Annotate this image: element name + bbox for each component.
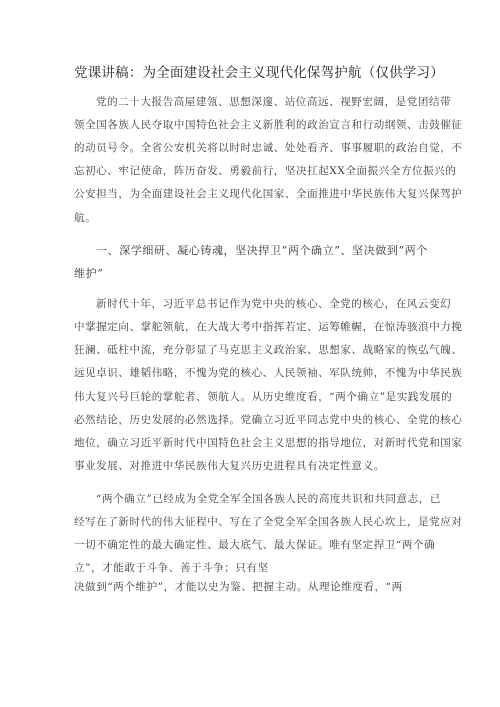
- paragraph-line: 事业发展、对推进中华民族伟大复兴历史进程具有决定性意义。: [74, 460, 385, 472]
- paragraph-line: 决做到“两个维护”，才能以史为鉴、把握主动。从理论维度看，“两: [74, 581, 403, 593]
- paragraph-line: 中掌握定向、掌舵领航，在大战大考中指挥若定、运筹帷幄，在惊涛骇浪中力挽: [74, 321, 463, 333]
- paragraph-line: 公安担当，为全面建设社会主义现代化国家、全面推进中华民族伟大复兴保驾护: [74, 188, 463, 200]
- paragraph-line: 领全国各族人民夺取中国特色社会主义新胜利的政治宣言和行动纲领、击鼓催征: [74, 119, 463, 131]
- paragraph-line: 地位，确立习近平新时代中国特色社会主义思想的指导地位，对新时代党和国家: [74, 437, 463, 449]
- paragraph-line: 必然结论，历史发展的必然选择。党确立习近平同志党中央的核心、全党的核心: [74, 414, 463, 426]
- paragraph-line: 一切不确定性的最大确定性、最大底气、最大保证。唯有坚定捍卫“两个确: [74, 539, 436, 551]
- paragraph-line: “两个确立”已经成为全党全军全国各族人民的高度共识和共同意志，已: [96, 493, 441, 505]
- section-heading-line: 维护”: [74, 267, 104, 280]
- paragraph-line: 的动员号令。全省公安机关将以时时忠诚、处处看齐、事事履职的政治自觉，不: [74, 142, 463, 154]
- document-title: 党课讲稿：为全面建设社会主义现代化保驾护航（仅供学习）: [74, 65, 444, 81]
- paragraph-line: 伟大复兴号巨轮的掌舵者、领航人。从历史维度看，“两个确立”是实践发展的: [74, 391, 453, 403]
- paragraph-line: 新时代十年，习近平总书记作为党中央的核心、全党的核心，在风云变幻: [96, 298, 452, 310]
- paragraph-line: 党的二十大报告高屋建瓴、思想深邃、站位高远、视野宏阔，是党团结带: [96, 96, 452, 108]
- paragraph-line: 航。: [74, 212, 97, 224]
- section-heading-line: 一、深学细研、凝心铸魂，坚决捍卫“两个确立”、坚决做到“两个: [96, 244, 428, 257]
- paragraph-line: 狂澜、砥柱中流，充分彰显了马克思主义政治家、思想家、战略家的恢弘气魄、: [74, 344, 463, 356]
- paragraph-line: 忘初心、牢记使命，阵历奋发、勇毅前行，坚决扛起XX全面振兴全方位振兴的: [74, 165, 457, 177]
- paragraph-line: 立”，才能敢于斗争、善于斗争；只有坚: [74, 562, 269, 574]
- paragraph-line: 经写在了新时代的伟大征程中、写在了全党全军全国各族人民心坎上，是党应对: [74, 516, 463, 528]
- paragraph-line: 远见卓识、雄韬伟略，不愧为党的核心、人民领袖、军队统帅，不愧为中华民族: [74, 367, 463, 379]
